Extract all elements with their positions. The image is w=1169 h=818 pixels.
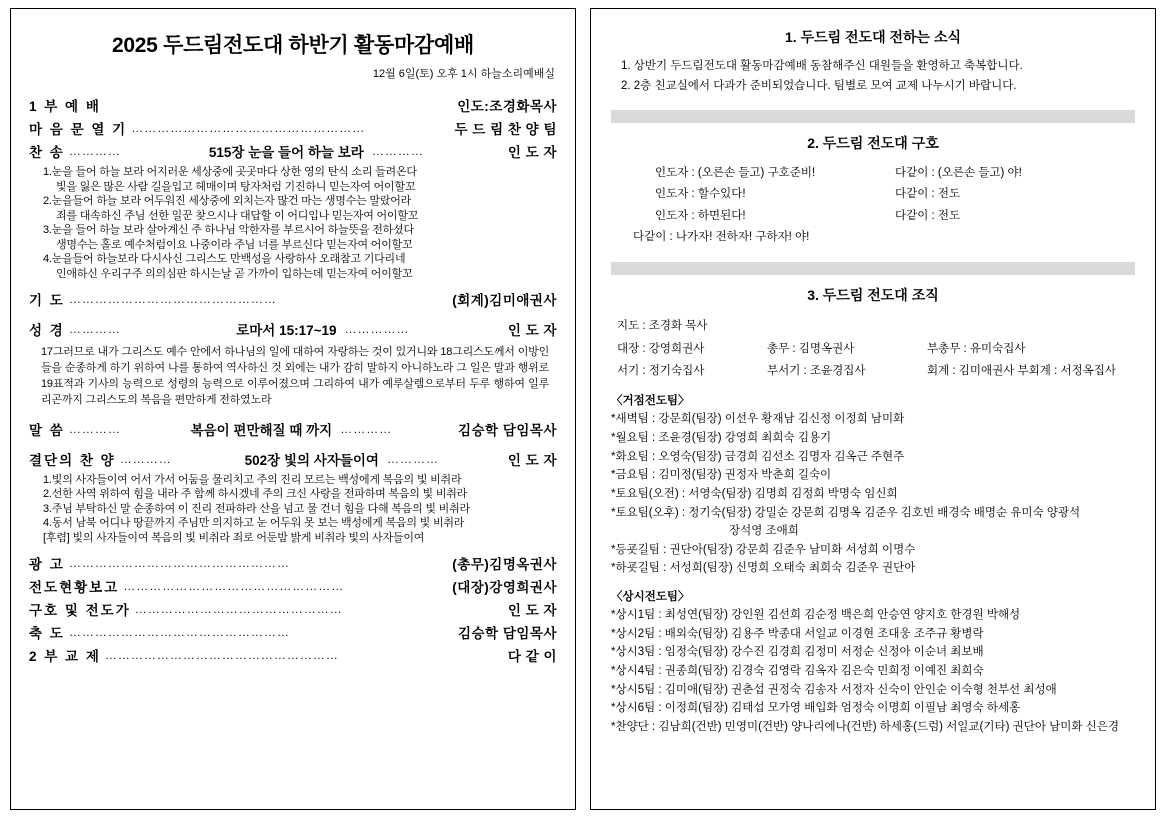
spacer: [29, 442, 557, 449]
program-label: 마 음 문 열 기: [29, 122, 128, 137]
dots: ……………………………………………: [68, 556, 290, 571]
team-item: *상시3팀 : 임정숙(팀장) 강수진 김경희 김정미 서정순 신정아 이순녀 최보배: [611, 646, 984, 659]
scripture-text: 17그러므로 내가 그리스도 예수 안에서 하나님의 일에 대하여 자랑하는 것이 있거니와 18그리스도께서 이방인들을 순종하게 하기 위하여 나를 통하여 역사하신 것 외에는 내가 감히 말하지 아니하노라 그 일은 말과 행위로 19표적과 기사의 능력으로 성령의 능력으로 이루어졌으며 그리하여 내가 예루살렘으로부터 두루 행하여 일루리곤까지 그리스도의 복음을 편만하게 전하였노라: [41, 346, 549, 406]
program-leader: 두 드 림 찬 양 팀: [454, 122, 557, 137]
org-vice-secretary: 부서기 : 조윤경집사: [767, 365, 866, 377]
org-vice-manager: 부총무 : 유미숙집사: [927, 342, 1026, 355]
left-panel: [10, 8, 576, 810]
chant-row: [611, 206, 1135, 227]
chant-leader: 인도자 : (오른손 들고) 구호준비!: [655, 167, 816, 180]
program-label: 광 고: [29, 557, 65, 573]
dots: ………………………………………………: [104, 648, 339, 663]
hymn-line: 1.눈을 들어 하늘 보라 어지러운 세상중에 곳곳마다 상한 영의 탄식 소리 들려온다: [43, 166, 417, 178]
hymn502-lyrics: [43, 473, 557, 546]
section-divider-band: [611, 110, 1135, 123]
org-row: [617, 360, 1135, 382]
program-label: 기 도: [29, 293, 65, 309]
group1-heading: 〈거점전도팀〉: [611, 395, 690, 408]
program-leader: 다 같 이: [507, 649, 557, 665]
program-leader: 인 도 자: [507, 603, 557, 619]
section3-organization: [617, 315, 1135, 382]
program-leader: 인 도 자: [507, 145, 557, 160]
dots: ………………………………………………: [131, 121, 366, 135]
hymn515-lyrics: [43, 165, 557, 281]
org-secretary: 서기 : 정기숙집사: [617, 365, 705, 377]
org-treasurer: 회계 : 김미애권사 부회계 : 서정옥집사: [927, 365, 1116, 377]
team-item: *상시4팀 : 권종희(팀장) 김경숙 김영락 김옥자 김은숙 민희정 이예진 최희숙: [611, 664, 984, 677]
scripture-reference: 로마서 15:17~19: [236, 323, 337, 339]
hymn-line: 빛을 잃은 많은 사람 길을입고 헤매이며 탕자처럼 기진하니 믿는자여 어이할꼬: [56, 180, 416, 193]
program-label: 말 씀: [29, 422, 65, 438]
right-panel: [590, 8, 1156, 810]
team-item: *상시1팀 : 최성연(팀장) 강인원 김선희 김순정 백은희 안승연 양지호 한경원 박해성: [611, 609, 1021, 622]
dots: ……………………………………………: [68, 625, 290, 640]
chant-leader: 인도자 : 할수있다!: [655, 188, 746, 201]
chant-leader: 인도자 : 하면된다!: [655, 209, 746, 222]
program-row-hymn502: [29, 449, 557, 469]
section1-items: [621, 57, 1131, 96]
program-label: 구호 및 전도가: [29, 603, 131, 619]
dots: …………: [68, 322, 121, 337]
program-leader: 김승학 담임목사: [457, 422, 557, 438]
hymn-line: 3.눈을 들어 하늘 보라 살아계신 주 하나님 악한자를 부르시어 하늘뜻을 전하셨다: [43, 224, 414, 237]
hymn-title: 502장 빛의 사자들이여: [244, 452, 379, 468]
dots: …………: [119, 451, 172, 466]
team-item: *화요팀 : 오영숙(팀장) 금경희 김선소 김명자 김옥근 주현주: [611, 450, 905, 463]
program-leader: 인도:조경화목사: [457, 99, 557, 114]
hymn-line: [후렴] 빛의 사자들이여 복음의 빛 비취라 죄로 어둔밤 밝게 비취라 빛의 사자들이여: [43, 531, 425, 544]
list-item: 2. 2층 친교실에서 다과가 준비되었습니다. 팀별로 모여 교제 나누시기 바랍니다.: [621, 79, 1017, 92]
chant-final-line: 다같이 : 나가자! 전하자! 구하자! 야!: [633, 230, 810, 243]
hymn-line: 생명수는 홀로 예수처럼이요 나중이라 주님 너를 부르신다 믿는자여 어이할꼬: [56, 238, 413, 251]
chant-response: 다같이 : (오른손 들고) 야!: [895, 167, 1022, 180]
program-leader: (총무)김명옥권사: [452, 557, 557, 573]
team-item: *월요팀 : 조윤경(팀장) 강영희 최희숙 김용기: [611, 432, 832, 445]
hymn-line: 4.동서 남북 어디나 땅끝까지 주님만 의지하고 눈 어두워 못 보는 백성에게 복음의 빛 비취라: [43, 517, 465, 530]
program-label: 성 경: [29, 323, 65, 339]
section-divider-band: [611, 262, 1135, 275]
hymn-title: 515장 눈을 들어 하늘 보라: [208, 145, 364, 160]
program-row-report: [29, 576, 557, 596]
hymn-line: 2.선한 사역 위하여 힘을 내라 주 함께 하시겠네 주의 크신 사랑을 전파하며 복음의 빛 비취라: [43, 488, 468, 501]
team-item: *상시2팀 : 배외숙(팀장) 김용주 박종대 서일교 이경현 조대웅 조주규 황병락: [611, 627, 984, 640]
section1-title: 1. 두드림 전도대 전하는 소식: [785, 29, 961, 45]
group2-teams: [611, 606, 1135, 736]
dots: …………: [340, 421, 393, 436]
team-item: *상시5팀 : 김미애(팀장) 권춘섭 권정숙 김송자 서정자 신숙이 안인순 이숙형 천부선 최성애: [611, 683, 1057, 696]
document-subtitle: 12월 6일(토) 오후 1시 하늘소리예배실: [372, 68, 555, 80]
chant-row: [611, 184, 1135, 205]
hymn-line: 죄를 대속하신 주님 선한 일꾼 찾으시나 대답할 이 어디입나 믿는자여 어이할꼬: [56, 209, 419, 222]
team-item: *찬양단 : 김남희(건반) 민영미(건반) 양나리에나(건반) 하세홍(드럼) 서일교(기타) 권단아 남미화 신은경: [611, 720, 1119, 733]
list-item: 1. 상반기 두드림전도대 활동마감예배 동참해주신 대원들을 환영하고 축복합니다.: [621, 60, 1023, 72]
dots: …………: [386, 451, 439, 466]
dots: …………: [371, 144, 424, 158]
program-label: 1 부 예 배: [29, 99, 101, 114]
program-label: 찬 송: [29, 145, 65, 160]
program-row-opening: [29, 118, 557, 138]
team-item: *하굣길팀 : 서성희(팀장) 신명희 오태숙 최희숙 김준우 권단아: [611, 562, 916, 575]
hymn-line: 2.눈을들어 하늘 보라 어두워진 세상중에 외치는자 많건 마는 생명수는 말랐어라: [43, 195, 412, 208]
team-item: *상시6팀 : 이정희(팀장) 김태섭 모가영 배입화 엄정숙 이명희 이필남 최영숙 하세홍: [611, 702, 1021, 715]
program-row-chant: [29, 599, 557, 619]
hymn-line: 인애하신 우리구주 의의심판 하시는날 곧 가까이 입하는데 믿는자여 어이할꼬: [56, 267, 413, 280]
dots: …………………………………………: [134, 602, 343, 617]
group2-heading: 〈상시전도팀〉: [611, 591, 690, 604]
program-label: 2 부 교 제: [29, 649, 101, 665]
hymn-line: 4.눈을들어 하늘보라 다시사신 그리스도 만백성을 사랑하사 오래참고 기다리네: [43, 253, 406, 266]
program-row-scripture: [29, 319, 557, 339]
program-row-prayer: [29, 289, 557, 309]
org-captain: 대장 : 강영희권사: [617, 342, 705, 355]
hymn-line: 1.빛의 사자들이여 어서 가서 어둠을 물리치고 주의 진리 모르는 백성에게 복음의 빛 비취라: [43, 473, 462, 486]
chant-response: 다같이 : 전도: [895, 188, 961, 201]
dots: …………………………………………: [68, 292, 277, 307]
org-advisor: 지도 : 조경화 목사: [617, 320, 708, 333]
program-row-part1: [29, 95, 557, 115]
program-leader: 김승학 담임목사: [457, 626, 557, 642]
program-label: 결단의 찬 양: [29, 452, 116, 468]
section2-title: 2. 두드림 전도대 구호: [807, 135, 939, 152]
spacer: [29, 312, 557, 319]
dots: ……………: [344, 322, 410, 337]
sermon-title: 복음이 편만해질 때 까지: [190, 422, 333, 438]
section3-title: 3. 두드림 전도대 조직: [807, 287, 939, 304]
org-row: [617, 338, 1135, 360]
program-row-announcement: [29, 553, 557, 573]
program-row-sermon: [29, 419, 557, 439]
program-leader: 인 도 자: [507, 323, 557, 339]
team-item-continued: 장석영 조애희: [729, 525, 799, 538]
section2-chant: [611, 163, 1135, 248]
team-item: *토요팀(오전) : 서영숙(팀장) 김명희 김정희 박명숙 임신희: [611, 487, 898, 500]
dots: ……………………………………………: [123, 579, 345, 594]
program-label: 전도현황보고: [29, 580, 120, 596]
team-item: *금요팀 : 김미정(팀장) 권정자 박춘희 길숙이: [611, 469, 832, 482]
chant-response: 다같이 : 전도: [895, 209, 961, 222]
team-item: *등굣길팀 : 권단아(팀장) 강문희 김준우 남미화 서성희 이명수: [611, 543, 916, 556]
document-title: 2025 두드림전도대 하반기 활동마감예배: [112, 34, 474, 57]
program-row-part2: [29, 645, 557, 665]
dots: …………: [68, 144, 121, 158]
chant-row: [611, 163, 1135, 184]
program-row-hymn515: [29, 141, 557, 161]
team-item: *새벽팀 : 강문희(팀장) 이선우 황재남 김신정 이정희 남미화: [611, 413, 905, 426]
program-leader: (대장)강영희권사: [452, 580, 557, 596]
dots: …………: [68, 421, 121, 436]
program-leader: (회계)김미애권사: [452, 293, 557, 309]
program-row-benediction: [29, 622, 557, 642]
program-leader: 인 도 자: [507, 452, 558, 468]
hymn-line: 3.주님 부탁하신 말 순종하여 이 진리 전파하라 산을 넘고 물 건너 힘을 다해 복음의 빛 비취라: [43, 502, 470, 515]
program-label: 축 도: [29, 626, 65, 642]
org-manager: 총무 : 김명옥권사: [767, 342, 855, 355]
group1-teams: [611, 410, 1135, 578]
team-item: *토요팀(오후) : 정기숙(팀장) 강밀순 강문희 김명옥 김준우 김호빈 배경숙 배명순 유미숙 양광석: [611, 506, 1081, 519]
